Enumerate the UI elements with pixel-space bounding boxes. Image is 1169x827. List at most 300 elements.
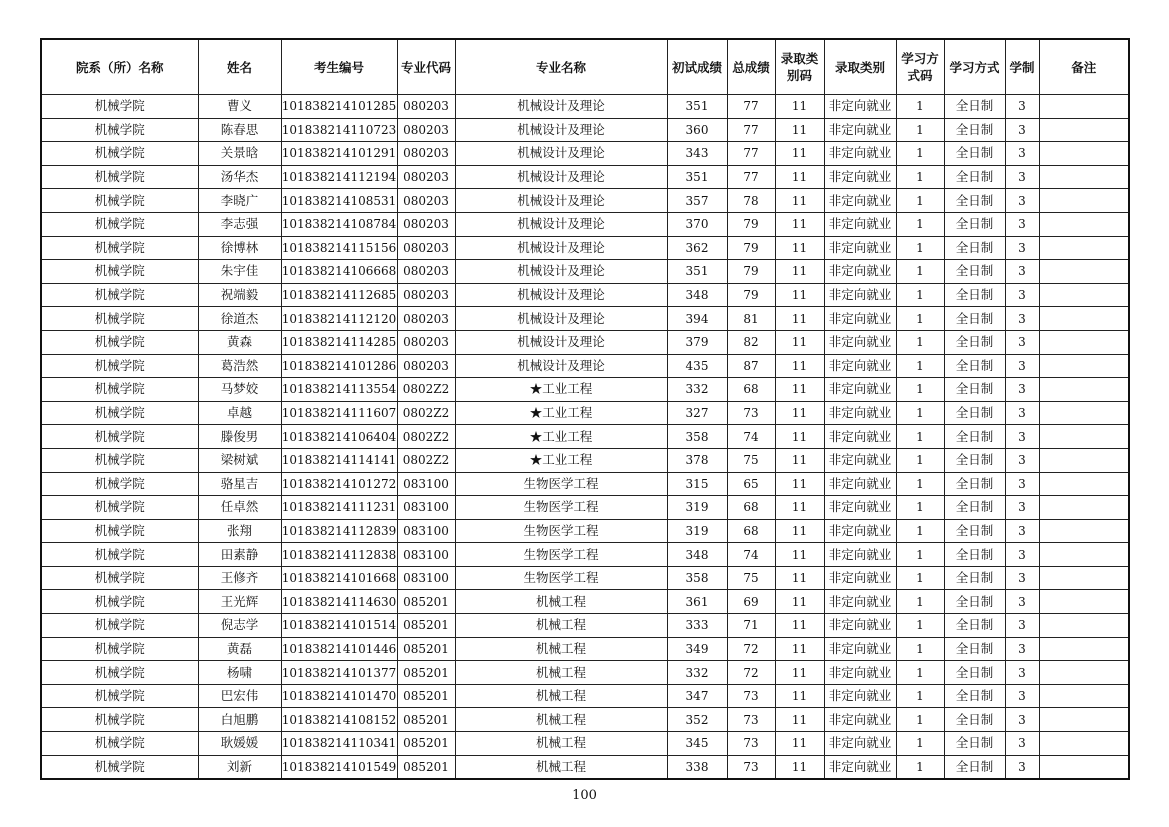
cell-name: 田素静	[198, 543, 281, 567]
cell-candidate-id: 101838214101291	[281, 142, 397, 166]
cell-admission-category-code: 11	[775, 448, 824, 472]
cell-major-code: 083100	[397, 496, 455, 520]
cell-admission-category-code: 11	[775, 307, 824, 331]
cell-admission-category: 非定向就业	[824, 212, 896, 236]
cell-major-code: 080203	[397, 330, 455, 354]
cell-study-mode-code: 1	[896, 283, 944, 307]
cell-study-mode: 全日制	[944, 708, 1005, 732]
cell-admission-category-code: 11	[775, 354, 824, 378]
cell-department: 机械学院	[41, 354, 198, 378]
cell-remarks	[1039, 378, 1129, 402]
cell-study-mode-code: 1	[896, 189, 944, 213]
cell-major-code: 080203	[397, 283, 455, 307]
cell-duration: 3	[1005, 354, 1039, 378]
cell-major-name: 机械设计及理论	[455, 189, 667, 213]
cell-major-name: 机械设计及理论	[455, 260, 667, 284]
cell-department: 机械学院	[41, 118, 198, 142]
cell-remarks	[1039, 189, 1129, 213]
cell-remarks	[1039, 142, 1129, 166]
cell-study-mode-code: 1	[896, 307, 944, 331]
cell-duration: 3	[1005, 236, 1039, 260]
cell-major-code: 0802Z2	[397, 425, 455, 449]
cell-major-code: 080203	[397, 165, 455, 189]
cell-total-score: 68	[727, 519, 775, 543]
cell-prelim-score: 348	[667, 283, 727, 307]
cell-prelim-score: 327	[667, 401, 727, 425]
cell-duration: 3	[1005, 755, 1039, 779]
cell-total-score: 73	[727, 708, 775, 732]
table-row	[41, 212, 1129, 236]
cell-candidate-id: 101838214101285	[281, 95, 397, 119]
cell-name: 卓越	[198, 401, 281, 425]
cell-name: 陈春思	[198, 118, 281, 142]
cell-study-mode-code: 1	[896, 95, 944, 119]
cell-name: 徐博林	[198, 236, 281, 260]
cell-major-code: 085201	[397, 684, 455, 708]
cell-duration: 3	[1005, 708, 1039, 732]
cell-candidate-id: 101838214101668	[281, 566, 397, 590]
cell-name: 黄磊	[198, 637, 281, 661]
cell-total-score: 81	[727, 307, 775, 331]
cell-major-code: 080203	[397, 189, 455, 213]
cell-major-code: 085201	[397, 755, 455, 779]
cell-study-mode: 全日制	[944, 614, 1005, 638]
cell-duration: 3	[1005, 496, 1039, 520]
cell-major-name: 机械设计及理论	[455, 330, 667, 354]
cell-total-score: 87	[727, 354, 775, 378]
cell-total-score: 77	[727, 165, 775, 189]
cell-name: 张翔	[198, 519, 281, 543]
cell-total-score: 71	[727, 614, 775, 638]
table-row	[41, 330, 1129, 354]
cell-study-mode-code: 1	[896, 260, 944, 284]
cell-admission-category: 非定向就业	[824, 260, 896, 284]
cell-admission-category-code: 11	[775, 378, 824, 402]
table-row	[41, 661, 1129, 685]
cell-study-mode: 全日制	[944, 165, 1005, 189]
cell-department: 机械学院	[41, 614, 198, 638]
cell-study-mode: 全日制	[944, 590, 1005, 614]
cell-admission-category-code: 11	[775, 708, 824, 732]
cell-candidate-id: 101838214106404	[281, 425, 397, 449]
cell-study-mode-code: 1	[896, 472, 944, 496]
cell-major-code: 0802Z2	[397, 378, 455, 402]
cell-admission-category: 非定向就业	[824, 472, 896, 496]
cell-prelim-score: 360	[667, 118, 727, 142]
cell-name: 王修齐	[198, 566, 281, 590]
cell-major-name: ★工业工程	[455, 401, 667, 425]
cell-department: 机械学院	[41, 260, 198, 284]
table-row	[41, 401, 1129, 425]
cell-duration: 3	[1005, 637, 1039, 661]
cell-remarks	[1039, 732, 1129, 756]
cell-duration: 3	[1005, 165, 1039, 189]
cell-name: 葛浩然	[198, 354, 281, 378]
cell-study-mode: 全日制	[944, 307, 1005, 331]
cell-study-mode: 全日制	[944, 496, 1005, 520]
cell-admission-category-code: 11	[775, 401, 824, 425]
cell-duration: 3	[1005, 614, 1039, 638]
cell-department: 机械学院	[41, 496, 198, 520]
table-row	[41, 543, 1129, 567]
cell-remarks	[1039, 236, 1129, 260]
cell-admission-category-code: 11	[775, 212, 824, 236]
cell-admission-category: 非定向就业	[824, 448, 896, 472]
cell-prelim-score: 351	[667, 260, 727, 284]
cell-candidate-id: 101838214101446	[281, 637, 397, 661]
cell-name: 白旭鹏	[198, 708, 281, 732]
cell-duration: 3	[1005, 472, 1039, 496]
cell-admission-category-code: 11	[775, 95, 824, 119]
cell-study-mode-code: 1	[896, 661, 944, 685]
cell-major-name: 机械工程	[455, 708, 667, 732]
cell-major-code: 0802Z2	[397, 448, 455, 472]
cell-prelim-score: 319	[667, 519, 727, 543]
cell-major-name: 生物医学工程	[455, 566, 667, 590]
header-study-mode: 学习方式	[944, 39, 1005, 95]
cell-study-mode-code: 1	[896, 708, 944, 732]
cell-total-score: 75	[727, 448, 775, 472]
cell-department: 机械学院	[41, 684, 198, 708]
cell-duration: 3	[1005, 212, 1039, 236]
cell-admission-category-code: 11	[775, 684, 824, 708]
cell-admission-category: 非定向就业	[824, 684, 896, 708]
cell-admission-category: 非定向就业	[824, 637, 896, 661]
cell-study-mode: 全日制	[944, 661, 1005, 685]
cell-prelim-score: 352	[667, 708, 727, 732]
cell-prelim-score: 345	[667, 732, 727, 756]
table-row	[41, 590, 1129, 614]
cell-study-mode-code: 1	[896, 637, 944, 661]
cell-name: 巴宏伟	[198, 684, 281, 708]
cell-total-score: 79	[727, 212, 775, 236]
cell-major-name: 机械工程	[455, 590, 667, 614]
cell-department: 机械学院	[41, 165, 198, 189]
cell-duration: 3	[1005, 330, 1039, 354]
cell-duration: 3	[1005, 401, 1039, 425]
cell-major-code: 083100	[397, 519, 455, 543]
cell-total-score: 73	[727, 684, 775, 708]
cell-candidate-id: 101838214114141	[281, 448, 397, 472]
cell-duration: 3	[1005, 543, 1039, 567]
cell-major-code: 083100	[397, 566, 455, 590]
cell-major-code: 080203	[397, 142, 455, 166]
cell-duration: 3	[1005, 142, 1039, 166]
cell-name: 王光辉	[198, 590, 281, 614]
cell-admission-category-code: 11	[775, 661, 824, 685]
cell-admission-category-code: 11	[775, 118, 824, 142]
admission-table	[40, 38, 1130, 780]
cell-prelim-score: 361	[667, 590, 727, 614]
cell-duration: 3	[1005, 448, 1039, 472]
cell-major-code: 080203	[397, 354, 455, 378]
header-admission-category-code: 录取类别码	[775, 39, 824, 95]
cell-major-code: 080203	[397, 212, 455, 236]
cell-admission-category: 非定向就业	[824, 378, 896, 402]
cell-total-score: 74	[727, 425, 775, 449]
cell-total-score: 69	[727, 590, 775, 614]
cell-duration: 3	[1005, 661, 1039, 685]
cell-candidate-id: 101838214111607	[281, 401, 397, 425]
cell-candidate-id: 101838214115156	[281, 236, 397, 260]
cell-study-mode: 全日制	[944, 401, 1005, 425]
cell-admission-category-code: 11	[775, 590, 824, 614]
cell-duration: 3	[1005, 118, 1039, 142]
cell-remarks	[1039, 637, 1129, 661]
cell-study-mode: 全日制	[944, 378, 1005, 402]
cell-admission-category-code: 11	[775, 425, 824, 449]
table-row	[41, 637, 1129, 661]
cell-duration: 3	[1005, 519, 1039, 543]
cell-major-name: 机械工程	[455, 637, 667, 661]
cell-admission-category: 非定向就业	[824, 118, 896, 142]
cell-prelim-score: 435	[667, 354, 727, 378]
cell-major-code: 080203	[397, 260, 455, 284]
cell-prelim-score: 394	[667, 307, 727, 331]
cell-total-score: 79	[727, 260, 775, 284]
cell-remarks	[1039, 708, 1129, 732]
cell-study-mode: 全日制	[944, 566, 1005, 590]
cell-total-score: 82	[727, 330, 775, 354]
cell-prelim-score: 379	[667, 330, 727, 354]
cell-major-code: 085201	[397, 637, 455, 661]
cell-candidate-id: 101838214112839	[281, 519, 397, 543]
cell-admission-category: 非定向就业	[824, 236, 896, 260]
cell-study-mode-code: 1	[896, 236, 944, 260]
cell-admission-category-code: 11	[775, 519, 824, 543]
header-department: 院系（所）名称	[41, 39, 198, 95]
table-body	[41, 95, 1129, 780]
cell-study-mode: 全日制	[944, 448, 1005, 472]
cell-candidate-id: 101838214101470	[281, 684, 397, 708]
cell-study-mode-code: 1	[896, 448, 944, 472]
cell-total-score: 79	[727, 236, 775, 260]
cell-department: 机械学院	[41, 519, 198, 543]
cell-name: 刘新	[198, 755, 281, 779]
cell-major-code: 083100	[397, 543, 455, 567]
cell-name: 任卓然	[198, 496, 281, 520]
cell-duration: 3	[1005, 732, 1039, 756]
cell-admission-category: 非定向就业	[824, 614, 896, 638]
table-row	[41, 472, 1129, 496]
cell-study-mode-code: 1	[896, 354, 944, 378]
cell-department: 机械学院	[41, 378, 198, 402]
cell-admission-category: 非定向就业	[824, 95, 896, 119]
cell-admission-category: 非定向就业	[824, 425, 896, 449]
cell-name: 曹义	[198, 95, 281, 119]
cell-name: 滕俊男	[198, 425, 281, 449]
cell-candidate-id: 101838214112194	[281, 165, 397, 189]
cell-major-name: 机械工程	[455, 732, 667, 756]
table-row	[41, 425, 1129, 449]
cell-total-score: 73	[727, 401, 775, 425]
cell-study-mode: 全日制	[944, 118, 1005, 142]
cell-candidate-id: 101838214110723	[281, 118, 397, 142]
cell-major-name: 机械设计及理论	[455, 212, 667, 236]
cell-duration: 3	[1005, 425, 1039, 449]
cell-department: 机械学院	[41, 212, 198, 236]
cell-study-mode: 全日制	[944, 283, 1005, 307]
cell-candidate-id: 101838214108784	[281, 212, 397, 236]
cell-study-mode-code: 1	[896, 496, 944, 520]
cell-department: 机械学院	[41, 448, 198, 472]
cell-candidate-id: 101838214101514	[281, 614, 397, 638]
cell-study-mode-code: 1	[896, 590, 944, 614]
cell-candidate-id: 101838214110341	[281, 732, 397, 756]
cell-major-code: 085201	[397, 614, 455, 638]
cell-major-code: 080203	[397, 236, 455, 260]
cell-remarks	[1039, 566, 1129, 590]
cell-study-mode-code: 1	[896, 543, 944, 567]
cell-study-mode-code: 1	[896, 165, 944, 189]
cell-total-score: 68	[727, 496, 775, 520]
cell-name: 汤华杰	[198, 165, 281, 189]
cell-study-mode-code: 1	[896, 519, 944, 543]
cell-prelim-score: 370	[667, 212, 727, 236]
table-row	[41, 189, 1129, 213]
cell-remarks	[1039, 95, 1129, 119]
cell-name: 马梦姣	[198, 378, 281, 402]
cell-candidate-id: 101838214101377	[281, 661, 397, 685]
cell-prelim-score: 347	[667, 684, 727, 708]
cell-remarks	[1039, 448, 1129, 472]
cell-department: 机械学院	[41, 401, 198, 425]
table-row	[41, 283, 1129, 307]
cell-study-mode-code: 1	[896, 614, 944, 638]
cell-admission-category-code: 11	[775, 283, 824, 307]
cell-admission-category-code: 11	[775, 496, 824, 520]
table-row	[41, 496, 1129, 520]
cell-admission-category: 非定向就业	[824, 661, 896, 685]
cell-prelim-score: 338	[667, 755, 727, 779]
cell-remarks	[1039, 684, 1129, 708]
cell-study-mode: 全日制	[944, 637, 1005, 661]
cell-prelim-score: 319	[667, 496, 727, 520]
cell-admission-category: 非定向就业	[824, 732, 896, 756]
cell-remarks	[1039, 354, 1129, 378]
table-row	[41, 448, 1129, 472]
cell-candidate-id: 101838214101286	[281, 354, 397, 378]
header-major-code: 专业代码	[397, 39, 455, 95]
cell-total-score: 68	[727, 378, 775, 402]
cell-candidate-id: 101838214101272	[281, 472, 397, 496]
cell-study-mode-code: 1	[896, 684, 944, 708]
cell-major-code: 085201	[397, 661, 455, 685]
cell-remarks	[1039, 330, 1129, 354]
cell-study-mode: 全日制	[944, 732, 1005, 756]
cell-name: 徐道杰	[198, 307, 281, 331]
cell-admission-category: 非定向就业	[824, 330, 896, 354]
cell-study-mode-code: 1	[896, 425, 944, 449]
cell-admission-category-code: 11	[775, 755, 824, 779]
cell-admission-category: 非定向就业	[824, 283, 896, 307]
cell-admission-category-code: 11	[775, 732, 824, 756]
cell-study-mode: 全日制	[944, 354, 1005, 378]
cell-admission-category-code: 11	[775, 165, 824, 189]
cell-study-mode: 全日制	[944, 330, 1005, 354]
cell-major-name: 机械设计及理论	[455, 283, 667, 307]
cell-major-name: 机械设计及理论	[455, 118, 667, 142]
cell-duration: 3	[1005, 260, 1039, 284]
cell-candidate-id: 101838214112685	[281, 283, 397, 307]
cell-total-score: 77	[727, 142, 775, 166]
cell-study-mode: 全日制	[944, 142, 1005, 166]
cell-admission-category: 非定向就业	[824, 755, 896, 779]
cell-major-name: 生物医学工程	[455, 543, 667, 567]
cell-department: 机械学院	[41, 708, 198, 732]
header-prelim-score: 初试成绩	[667, 39, 727, 95]
table-row	[41, 118, 1129, 142]
cell-major-code: 080203	[397, 118, 455, 142]
cell-admission-category: 非定向就业	[824, 496, 896, 520]
header-major-name: 专业名称	[455, 39, 667, 95]
cell-remarks	[1039, 661, 1129, 685]
cell-prelim-score: 333	[667, 614, 727, 638]
cell-prelim-score: 348	[667, 543, 727, 567]
cell-name: 关景晗	[198, 142, 281, 166]
cell-major-code: 085201	[397, 708, 455, 732]
table-row	[41, 708, 1129, 732]
cell-candidate-id: 101838214111231	[281, 496, 397, 520]
cell-total-score: 74	[727, 543, 775, 567]
cell-study-mode-code: 1	[896, 118, 944, 142]
cell-prelim-score: 358	[667, 425, 727, 449]
cell-name: 李志强	[198, 212, 281, 236]
cell-total-score: 78	[727, 189, 775, 213]
cell-candidate-id: 101838214113554	[281, 378, 397, 402]
header-study-mode-code: 学习方式码	[896, 39, 944, 95]
cell-study-mode-code: 1	[896, 142, 944, 166]
cell-remarks	[1039, 590, 1129, 614]
table-row	[41, 755, 1129, 779]
table-row	[41, 378, 1129, 402]
cell-study-mode: 全日制	[944, 260, 1005, 284]
cell-prelim-score: 351	[667, 95, 727, 119]
header-name: 姓名	[198, 39, 281, 95]
header-candidate-id: 考生编号	[281, 39, 397, 95]
cell-admission-category-code: 11	[775, 260, 824, 284]
cell-department: 机械学院	[41, 732, 198, 756]
cell-candidate-id: 101838214108152	[281, 708, 397, 732]
cell-department: 机械学院	[41, 283, 198, 307]
cell-department: 机械学院	[41, 590, 198, 614]
cell-name: 杨啸	[198, 661, 281, 685]
table-row	[41, 684, 1129, 708]
table-row	[41, 354, 1129, 378]
cell-prelim-score: 332	[667, 661, 727, 685]
cell-total-score: 79	[727, 283, 775, 307]
cell-name: 倪志学	[198, 614, 281, 638]
page-number: 100	[572, 788, 597, 803]
cell-study-mode: 全日制	[944, 755, 1005, 779]
cell-remarks	[1039, 496, 1129, 520]
cell-study-mode: 全日制	[944, 189, 1005, 213]
cell-study-mode-code: 1	[896, 212, 944, 236]
cell-total-score: 75	[727, 566, 775, 590]
cell-major-code: 083100	[397, 472, 455, 496]
cell-prelim-score: 343	[667, 142, 727, 166]
cell-total-score: 72	[727, 637, 775, 661]
cell-remarks	[1039, 212, 1129, 236]
cell-duration: 3	[1005, 307, 1039, 331]
cell-admission-category-code: 11	[775, 637, 824, 661]
cell-name: 李晓广	[198, 189, 281, 213]
cell-study-mode-code: 1	[896, 755, 944, 779]
table-row	[41, 236, 1129, 260]
cell-remarks	[1039, 614, 1129, 638]
cell-major-name: ★工业工程	[455, 448, 667, 472]
cell-department: 机械学院	[41, 472, 198, 496]
